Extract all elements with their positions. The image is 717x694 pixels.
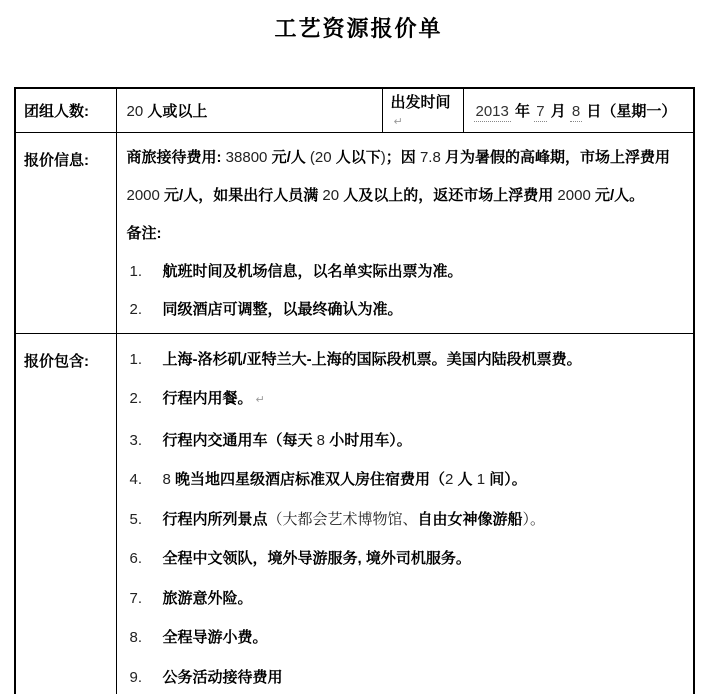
include-item-number: 2. xyxy=(129,390,143,407)
include-item-text: 行程内用餐。 ↵ xyxy=(162,390,265,407)
paragraph-mark-icon: ↵ xyxy=(393,116,403,129)
quote-includes-label: 报价包含: xyxy=(15,333,116,694)
quote-info-paragraph: 商旅接待费用: 38800 元/人 (20 人以下)；因 7.8 月为暑假的高峰期，市场上浮费用 2000 元/人，如果出行人员满 20 人及以上的，返还市场上浮费用 2000 元/人。 xyxy=(126,148,670,204)
include-item-number: 5. xyxy=(129,510,143,528)
include-item-text: 行程内交通用车（每天 8 小时用车）。 xyxy=(162,431,412,449)
include-item-text: 旅游意外险。 xyxy=(162,589,253,607)
quote-info-label: 报价信息: xyxy=(15,132,116,333)
note-item-text: 同级酒店可调整，以最终确认为准。 xyxy=(162,300,403,318)
include-item-2 xyxy=(127,379,684,421)
include-item-text: 8 晚当地四星级酒店标准双人房住宿费用（2 人 1 间）。 xyxy=(162,471,527,488)
include-item-9 xyxy=(127,658,684,694)
include-item-8 xyxy=(127,618,684,658)
departure-time-label-text: 出发时间 xyxy=(390,94,451,112)
note-item-number: 1. xyxy=(129,262,143,280)
include-item-number: 9. xyxy=(129,668,143,686)
quote-info-content xyxy=(116,132,694,333)
include-item-text: 行程内所列景点（大都会艺术博物馆、自由女神像游船）。 xyxy=(162,510,546,528)
table-row-quote-includes xyxy=(15,333,694,694)
include-item-text: 全程导游小费。 xyxy=(162,629,268,646)
quote-includes-content xyxy=(116,333,694,694)
include-item-3 xyxy=(127,421,684,461)
include-item-6 xyxy=(127,539,684,579)
include-item-number: 3. xyxy=(129,431,143,449)
table-row-group-size xyxy=(15,88,694,132)
page-title: 工艺资源报价单 xyxy=(274,16,443,41)
include-item-text: 全程中文领队，境外导游服务, 境外司机服务。 xyxy=(162,550,471,567)
note-label: 备注: xyxy=(126,224,162,242)
note-item-1 xyxy=(127,253,684,291)
group-size-label: 团组人数: xyxy=(15,88,116,132)
departure-time-label xyxy=(382,88,463,132)
departure-date-value: 2013 年 7 月 8 日（星期一） xyxy=(463,88,694,132)
include-item-number: 4. xyxy=(129,471,143,488)
include-item-4 xyxy=(127,460,684,500)
include-item-number: 8. xyxy=(129,629,143,646)
quotation-table xyxy=(14,87,695,694)
include-item-5 xyxy=(127,500,684,540)
note-item-number: 2. xyxy=(129,300,143,318)
include-item-number: 6. xyxy=(129,550,143,567)
include-item-7 xyxy=(127,579,684,619)
include-item-text: 公务活动接待费用 xyxy=(162,668,283,686)
include-item-1 xyxy=(127,340,684,380)
note-item-text: 航班时间及机场信息，以名单实际出票为准。 xyxy=(162,262,463,280)
include-item-number: 1. xyxy=(129,350,143,368)
note-item-2 xyxy=(127,291,684,329)
include-item-text: 上海-洛杉矶/亚特兰大-上海的国际段机票。美国内陆段机票费。 xyxy=(162,350,582,368)
table-row-quote-info xyxy=(15,132,694,333)
include-item-number: 7. xyxy=(129,589,143,607)
group-size-value: 20 人或以上 xyxy=(116,88,382,132)
